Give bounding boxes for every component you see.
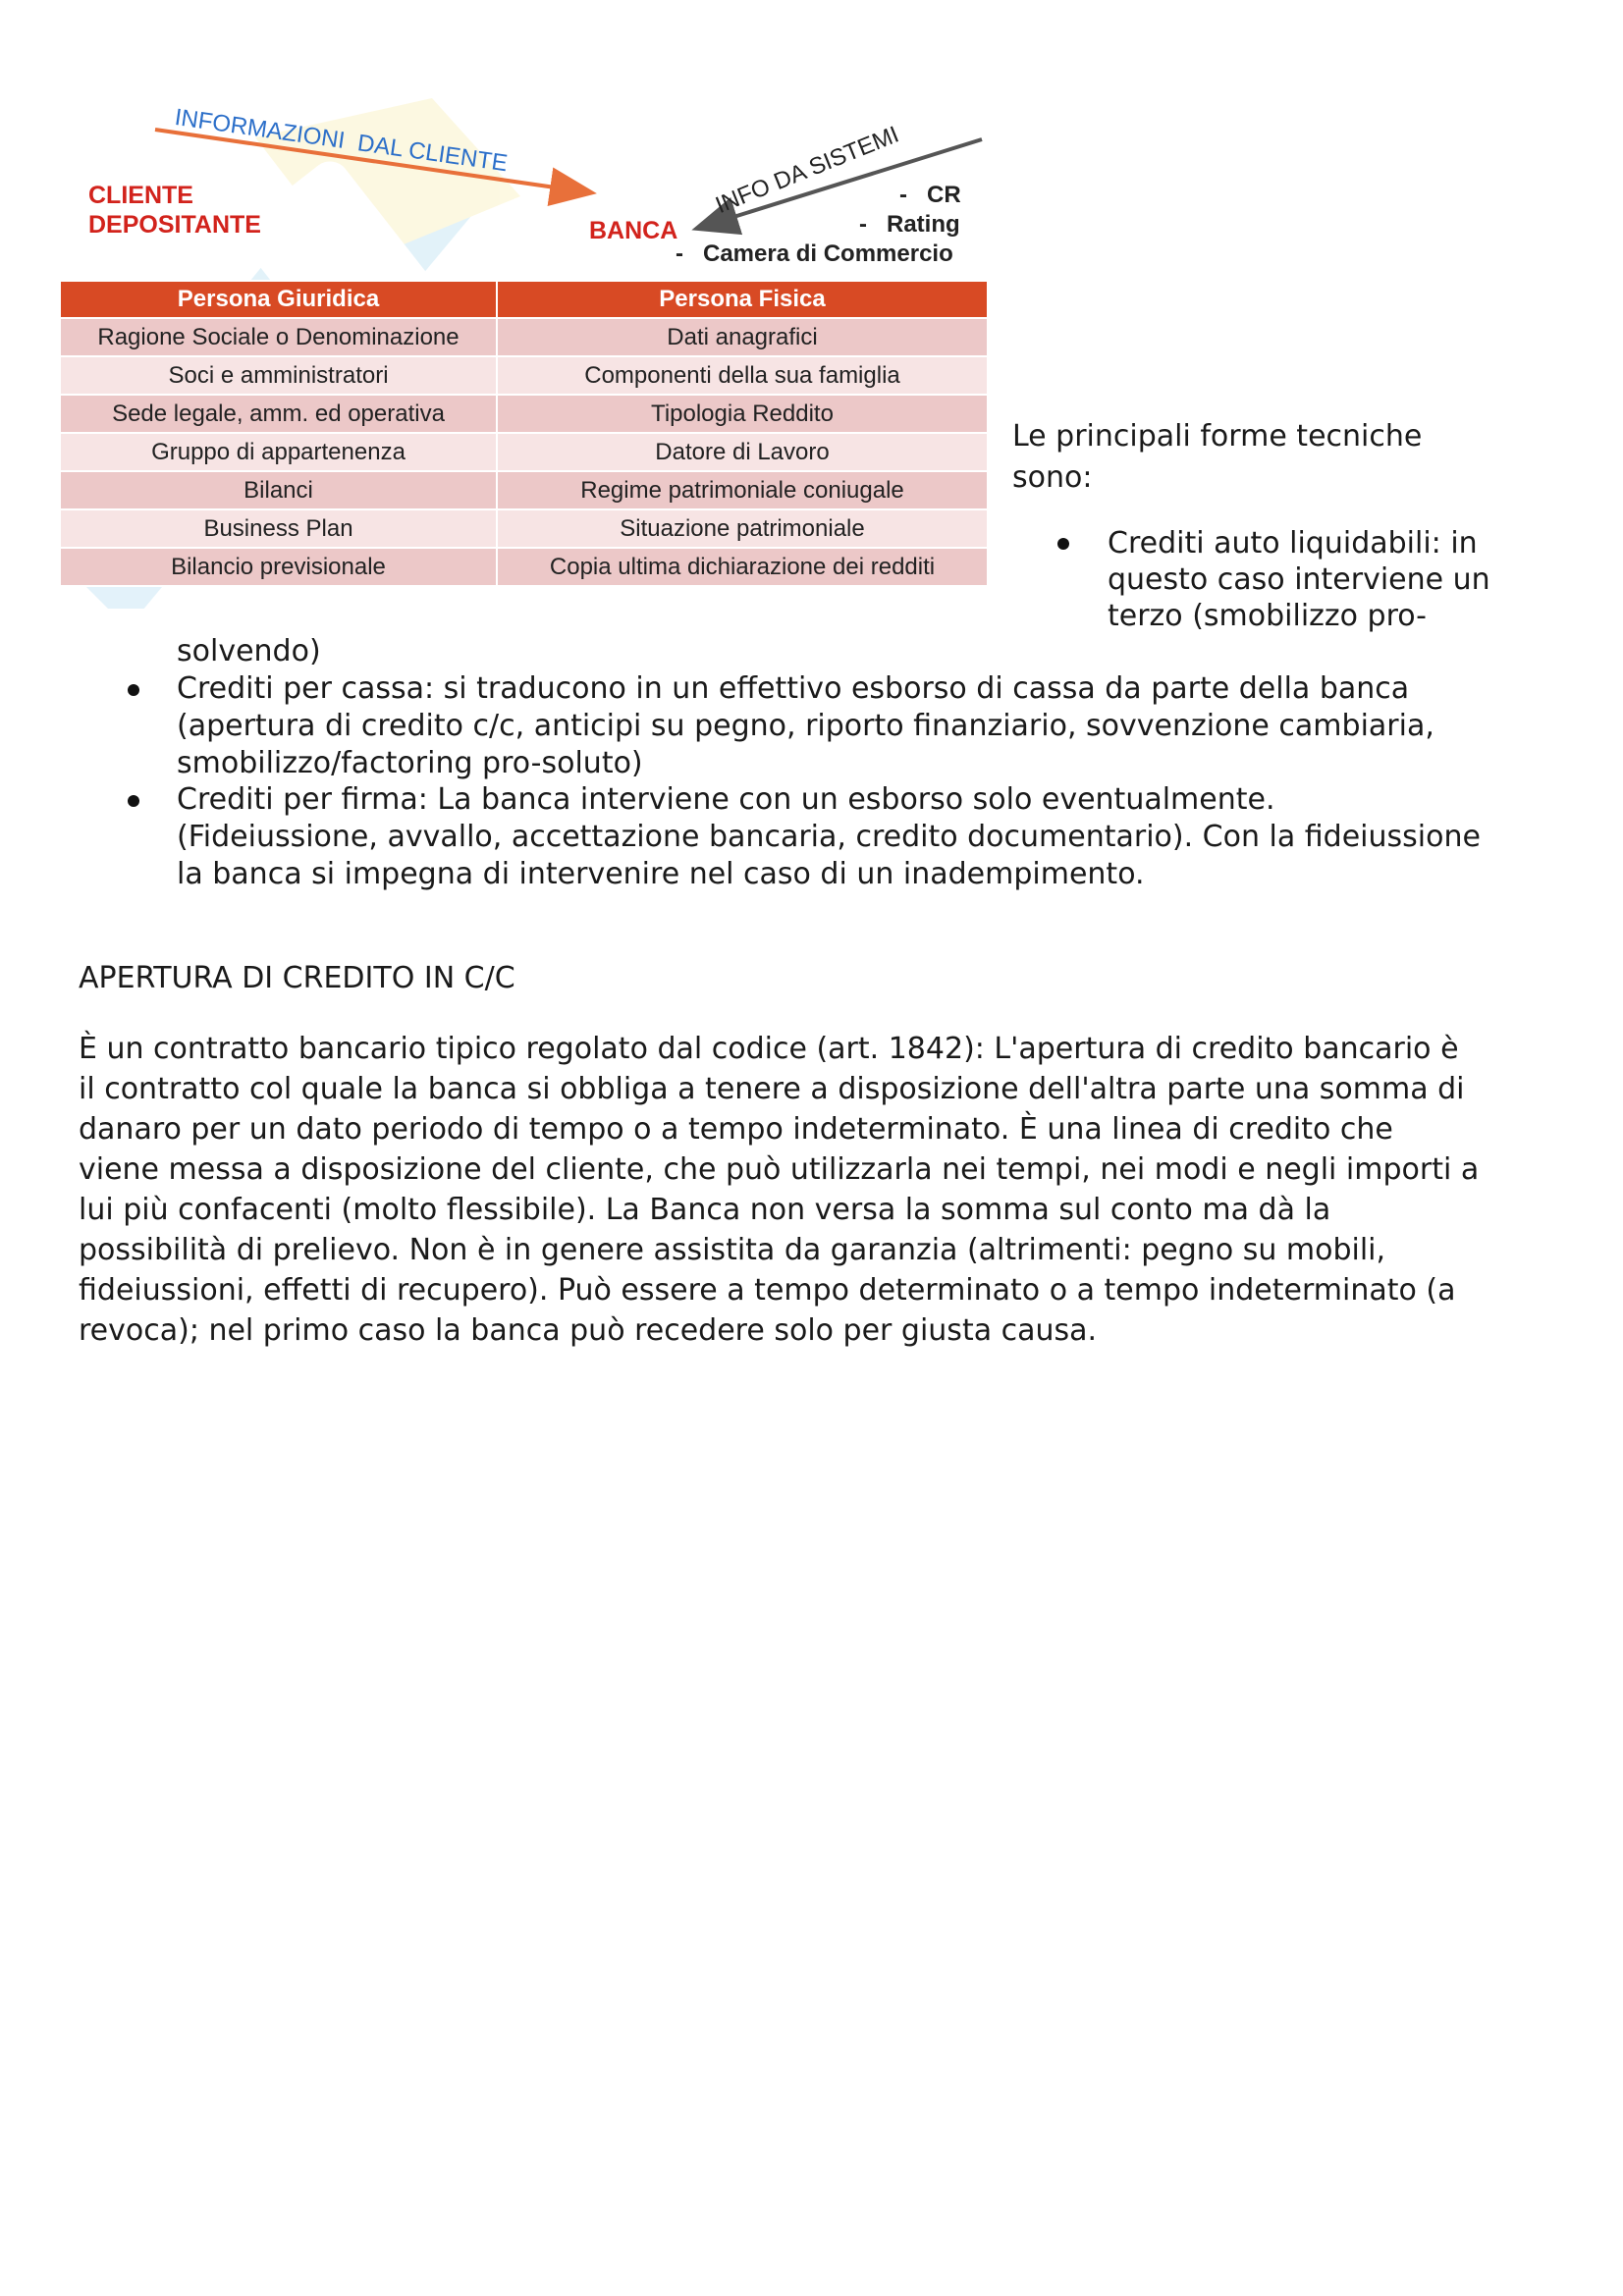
client-info-table — [59, 280, 989, 587]
list-item-continuation: solvendo) — [177, 634, 321, 668]
table-cell: Tipologia Reddito — [497, 395, 988, 433]
table-cell: Datore di Lavoro — [497, 433, 988, 471]
table-cell: Business Plan — [60, 509, 497, 548]
arrow-label-system-info: INFO DA SISTEMI — [712, 121, 903, 220]
paragraph-line: revoca); nel primo caso la banca può recedere solo per giusta causa. — [79, 1313, 1098, 1348]
list-item-crediti-firma — [177, 781, 1591, 893]
header-persona-giuridica: Persona Giuridica — [60, 281, 497, 318]
banca-label: BANCA — [589, 217, 678, 244]
table-row — [60, 548, 988, 586]
table-cell: Bilanci — [60, 471, 497, 509]
list-item-line: Crediti per firma: La banca interviene con un esborso solo eventualmente. — [177, 782, 1275, 817]
table-cell: Soci e amministratori — [60, 356, 497, 395]
list-item-line: (Fideiussione, avvallo, accettazione bancaria, credito documentario). Con la fideiussione — [177, 820, 1481, 854]
table-cell: Gruppo di appartenenza — [60, 433, 497, 471]
arrow-label-client-info: INFORMAZIONI DAL CLIENTE — [173, 104, 510, 178]
paragraph-line: danaro per un dato periodo di tempo o a tempo indeterminato. È una linea di credito che — [79, 1112, 1393, 1147]
list-item-line: Crediti auto liquidabili: in — [1108, 526, 1478, 561]
bullet-icon — [128, 795, 139, 807]
source-cr: - CR — [899, 182, 961, 208]
intro-line: Le principali forme tecniche — [1012, 419, 1423, 454]
table-cell: Ragione Sociale o Denominazione — [60, 318, 497, 356]
table-row — [60, 433, 988, 471]
client-bank-diagram — [59, 79, 992, 609]
intro-text — [1012, 416, 1562, 499]
table-row — [60, 318, 988, 356]
table-row — [60, 395, 988, 433]
paragraph-line: viene messa a disposizione del cliente, che può utilizzarla nei tempi, nei modi e negli importi a — [79, 1152, 1480, 1187]
list-item-line: Crediti per cassa: si traducono in un effettivo esborso di cassa da parte della banca — [177, 671, 1410, 706]
list-item-crediti-cassa — [177, 670, 1571, 782]
table-row — [60, 509, 988, 548]
cliente-label: CLIENTE — [88, 182, 193, 209]
table-cell: Sede legale, amm. ed operativa — [60, 395, 497, 433]
list-item-line: la banca si impegna di intervenire nel caso di un inadempimento. — [177, 857, 1145, 891]
intro-line: sono: — [1012, 460, 1093, 495]
paragraph-line: possibilità di prelievo. Non è in genere assistita da garanzia (altrimenti: pegno su mobili, — [79, 1233, 1386, 1267]
table-cell: Situazione patrimoniale — [497, 509, 988, 548]
paragraph-line: lui più confacenti (molto flessibile). La Banca non versa la somma sul conto ma dà la — [79, 1193, 1331, 1227]
list-item-line: smobilizzo/factoring pro-soluto) — [177, 746, 643, 780]
list-item-line: questo caso interviene un — [1108, 562, 1490, 597]
paragraph-line: È un contratto bancario tipico regolato dal codice (art. 1842): L'apertura di credito bancario è — [79, 1032, 1459, 1066]
table-row — [60, 471, 988, 509]
header-persona-fisica: Persona Fisica — [497, 281, 988, 318]
list-item-auto-liquidabili — [1108, 525, 1579, 634]
source-camera-commercio: - Camera di Commercio — [676, 240, 953, 267]
table-cell: Componenti della sua famiglia — [497, 356, 988, 395]
list-item-line: terzo (smobilizzo pro- — [1108, 599, 1427, 633]
paragraph-line: fideiussioni, effetti di recupero). Può essere a tempo determinato o a tempo indeterminato (a — [79, 1273, 1456, 1308]
bullet-icon — [128, 684, 139, 696]
section-title: APERTURA DI CREDITO IN C/C — [79, 961, 515, 995]
depositante-label: DEPOSITANTE — [88, 211, 261, 239]
table-header-row — [60, 281, 988, 318]
section-paragraph — [79, 1029, 1551, 1351]
paragraph-line: il contratto col quale la banca si obbliga a tenere a disposizione dell'altra parte una somma di — [79, 1072, 1465, 1106]
table-cell: Copia ultima dichiarazione dei redditi — [497, 548, 988, 586]
source-rating: - Rating — [859, 211, 960, 238]
table-cell: Regime patrimoniale coniugale — [497, 471, 988, 509]
table-cell: Bilancio previsionale — [60, 548, 497, 586]
list-item-line: (apertura di credito c/c, anticipi su pegno, riporto finanziario, sovvenzione cambiaria, — [177, 709, 1434, 743]
bullet-icon — [1057, 538, 1069, 550]
table-cell: Dati anagrafici — [497, 318, 988, 356]
table-row — [60, 356, 988, 395]
